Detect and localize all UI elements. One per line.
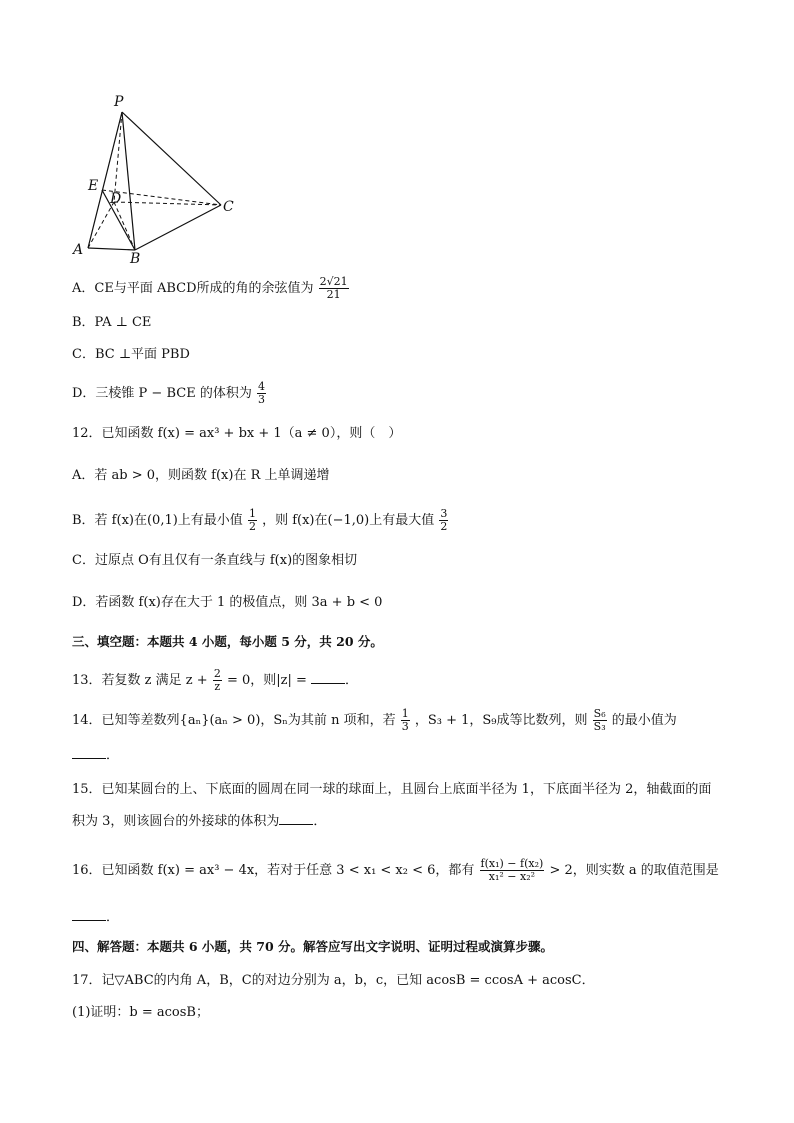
fraction-denominator: 21 bbox=[326, 288, 341, 301]
fraction-denominator: x₁² − x₂² bbox=[488, 870, 536, 883]
edge-bc bbox=[135, 205, 221, 250]
fraction-numerator: 3 bbox=[440, 507, 448, 520]
answer-blank bbox=[311, 671, 345, 684]
fraction-numerator: 2 bbox=[213, 667, 221, 680]
fraction-numerator: 1 bbox=[248, 507, 256, 520]
label-b: B bbox=[130, 251, 141, 265]
label-a: A bbox=[73, 242, 84, 258]
q11-option-a-fraction bbox=[319, 276, 349, 301]
edge-ad bbox=[88, 202, 114, 248]
edge-db bbox=[114, 202, 135, 250]
edge-pc bbox=[122, 112, 221, 205]
fraction-denominator: z bbox=[214, 680, 221, 693]
q14 bbox=[72, 708, 677, 733]
section-3-heading: 三、填空题：本题共 4 小题，每小题 5 分，共 20 分。 bbox=[72, 634, 383, 649]
fraction-denominator: S₃ bbox=[593, 720, 606, 733]
q14-mid: ，S₃ + 1，S₉成等比数列，则 bbox=[414, 713, 588, 728]
q11-option-d-fraction bbox=[257, 381, 266, 406]
fraction-numerator: 1 bbox=[401, 707, 409, 720]
answer-blank bbox=[72, 746, 106, 759]
fraction-denominator: 2 bbox=[440, 520, 448, 533]
q17-stem: 17．记▽ABC的内角 A，B，C的对边分别为 a，b，c，已知 acosB = ccosA + acosC． bbox=[72, 973, 595, 988]
edge-ab bbox=[88, 248, 135, 250]
pyramid-figure bbox=[66, 90, 246, 265]
q11-option-d bbox=[72, 381, 267, 406]
q12-option-b bbox=[72, 508, 449, 533]
fraction-denominator: 3 bbox=[257, 393, 265, 406]
q15-text: 15．已知某圆台的上、下底面的圆周在同一球的球面上，且圆台上底面半径为 1，下底面半径为 2，轴截面的面积为 3，则该圆台的外接球的体积为 bbox=[72, 782, 712, 829]
fraction-numerator: 2√21 bbox=[319, 275, 348, 288]
label-p: P bbox=[114, 94, 124, 110]
q15 bbox=[72, 774, 722, 838]
q17-part-1: (1)证明：b = acosB； bbox=[72, 1005, 209, 1020]
q14-pre: 14．已知等差数列{aₙ}(aₙ > 0)，Sₙ为其前 n 项和，若 bbox=[72, 713, 396, 728]
q16-end: ． bbox=[106, 910, 120, 925]
q13-end: ． bbox=[345, 673, 359, 688]
q11-option-b: B．PA ⊥ CE bbox=[72, 315, 152, 330]
q12-option-d: D．若函数 f(x)存在大于 1 的极值点，则 3a + b < 0 bbox=[72, 595, 383, 610]
q13 bbox=[72, 668, 358, 693]
q16-post: > 2，则实数 a 的取值范围是 bbox=[549, 863, 719, 878]
q12-option-b-mid: ，则 f(x)在(−1,0)上有最大值 bbox=[262, 513, 435, 528]
edge-pd bbox=[114, 112, 122, 202]
q16-pre: 16．已知函数 f(x) = ax³ − 4x，若对于任意 3 < x₁ < x₂ < 6，都有 bbox=[72, 863, 475, 878]
q16-answer-line bbox=[72, 908, 119, 928]
q11-option-a bbox=[72, 276, 350, 301]
label-d: D bbox=[110, 191, 122, 207]
q12-option-b-fraction-1 bbox=[248, 508, 257, 533]
q14-answer-line bbox=[72, 746, 119, 766]
label-c: C bbox=[223, 199, 234, 215]
q14-post: 的最小值为 bbox=[611, 713, 677, 728]
fraction-numerator: f(x₁) − f(x₂) bbox=[480, 857, 544, 870]
q12-option-b-pre: B．若 f(x)在(0,1)上有最小值 bbox=[72, 513, 243, 528]
label-e: E bbox=[88, 178, 99, 194]
q12-option-b-fraction-2 bbox=[439, 508, 448, 533]
fraction-numerator: S₆ bbox=[593, 707, 606, 720]
q15-end: ． bbox=[313, 814, 327, 829]
fraction-denominator: 2 bbox=[248, 520, 256, 533]
q11-option-a-text: A．CE与平面 ABCD所成的角的余弦值为 bbox=[72, 281, 314, 296]
q14-fraction-2 bbox=[593, 708, 607, 733]
q13-pre: 13．若复数 z 满足 z + bbox=[72, 673, 208, 688]
section-4-heading: 四、解答题：本题共 6 小题，共 70 分。解答应写出文字说明、证明过程或演算步骤。 bbox=[72, 939, 554, 954]
q16-fraction bbox=[480, 858, 545, 883]
q13-post: = 0，则|z| = bbox=[226, 673, 307, 688]
q12-stem: 12．已知函数 f(x) = ax³ + bx + 1（a ≠ 0），则（ ） bbox=[72, 426, 402, 441]
q13-fraction bbox=[213, 668, 222, 693]
q12-option-a: A．若 ab > 0，则函数 f(x)在 R 上单调递增 bbox=[72, 468, 330, 483]
answer-blank bbox=[72, 908, 106, 921]
q16 bbox=[72, 858, 719, 883]
fraction-denominator: 3 bbox=[401, 720, 409, 733]
q14-fraction-1 bbox=[401, 708, 410, 733]
q11-option-d-text: D．三棱锥 P − BCE 的体积为 bbox=[72, 386, 252, 401]
q14-end: ． bbox=[106, 748, 120, 763]
fraction-numerator: 4 bbox=[257, 380, 265, 393]
q12-option-c: C．过原点 O有且仅有一条直线与 f(x)的图象相切 bbox=[72, 553, 358, 568]
q11-option-c: C．BC ⊥平面 PBD bbox=[72, 347, 190, 362]
answer-blank bbox=[279, 812, 313, 825]
